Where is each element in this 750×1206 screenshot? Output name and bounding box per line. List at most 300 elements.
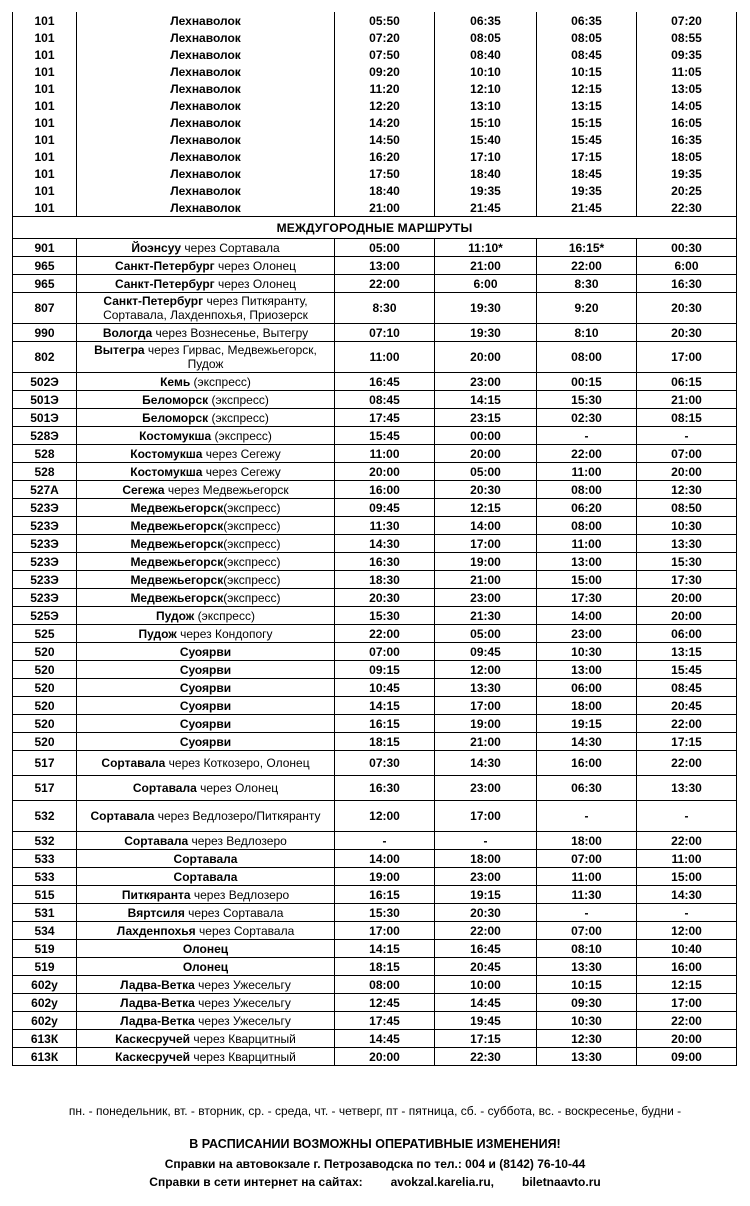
table-row [13,63,737,80]
time-t2: 20:00 [435,342,537,373]
time-t2: 13:30 [435,679,537,697]
time-t1: 11:20 [335,80,435,97]
time-t3: 11:00 [537,463,637,481]
route-number: 527А [13,481,77,499]
time-t3: 12:15 [537,80,637,97]
time-t1: 05:50 [335,12,435,29]
table-row [13,904,737,922]
time-t3: 13:00 [537,661,637,679]
route-destination [77,625,335,643]
route-destination [77,499,335,517]
time-t4: 20:30 [637,324,737,342]
destination-city: Суоярви [179,680,232,695]
route-destination: Лехнаволок [77,114,335,131]
time-t2: 13:10 [435,97,537,114]
route-destination [77,445,335,463]
time-t4: 16:30 [637,275,737,293]
destination-city: Ладва-Ветка [120,977,195,992]
destination-via: через Ведлозеро [188,833,287,848]
route-number: 531 [13,904,77,922]
destination-via: через Ужесельгу [194,977,291,992]
table-row [13,625,737,643]
time-t1: 14:15 [335,697,435,715]
time-t1: 16:15 [335,715,435,733]
time-t3: 23:00 [537,625,637,643]
time-t3: 19:15 [537,715,637,733]
time-t2: 10:00 [435,976,537,994]
time-t2: 23:00 [435,373,537,391]
time-t1: 15:30 [335,904,435,922]
web-label: Справки в сети интернет на сайтах: [149,1175,363,1189]
time-t4: 22:00 [637,715,737,733]
time-t2: 20:30 [435,481,537,499]
route-destination [77,1012,335,1030]
time-t4: 20:30 [637,293,737,324]
table-row [13,553,737,571]
destination-via: через Сортавала [195,923,295,938]
time-t3: - [537,801,637,832]
time-t2: 10:10 [435,63,537,80]
route-destination [77,409,335,427]
time-t1: 16:30 [335,776,435,801]
time-t3: 17:15 [537,148,637,165]
route-destination [77,832,335,850]
destination-city: Вологда [102,325,153,340]
table-row [13,679,737,697]
destination-via: через Коткозеро, Олонец [165,756,310,770]
destination-via: через Сегежу [202,446,281,461]
route-number: 528Э [13,427,77,445]
destination-city: Суоярви [179,698,232,713]
time-t4: 22:30 [637,199,737,217]
time-t4: 17:15 [637,733,737,751]
route-number: 501Э [13,409,77,427]
time-t1: 22:00 [335,275,435,293]
time-t2: - [435,832,537,850]
time-t1: 11:00 [335,342,435,373]
site-link-avokzal[interactable]: avokzal.karelia.ru, [390,1175,495,1189]
time-t4: 09:35 [637,46,737,63]
route-number: 101 [13,131,77,148]
table-row [13,463,737,481]
schedule-sheet [12,12,736,1066]
route-destination [77,643,335,661]
route-destination: Лехнаволок [77,29,335,46]
time-t3: 08:05 [537,29,637,46]
time-t4: 06:15 [637,373,737,391]
table-row [13,293,737,324]
time-t3: 22:00 [537,257,637,275]
time-t3: 15:00 [537,571,637,589]
time-t2: 17:00 [435,535,537,553]
table-row [13,801,737,832]
destination-via: через Сортавала [181,240,280,255]
time-t2: 19:30 [435,293,537,324]
route-number: 101 [13,148,77,165]
route-number: 523Э [13,535,77,553]
time-t2: 12:10 [435,80,537,97]
table-row [13,994,737,1012]
time-t4: 16:35 [637,131,737,148]
route-number: 533 [13,850,77,868]
time-t4: 19:35 [637,165,737,182]
route-destination [77,751,335,776]
time-t1: 09:15 [335,661,435,679]
time-t3: 17:30 [537,589,637,607]
table-row [13,1012,737,1030]
table-row [13,12,737,29]
time-t1: 16:30 [335,553,435,571]
table-row [13,643,737,661]
destination-via: (экспресс) [223,500,281,515]
section-title: МЕЖДУГОРОДНЫЕ МАРШРУТЫ [13,217,737,239]
section-header-row [13,217,737,239]
table-row [13,607,737,625]
time-t2: 12:15 [435,499,537,517]
destination-city: Ладва-Ветка [120,1013,195,1028]
time-t1: 16:20 [335,148,435,165]
destination-via: (экспресс) [223,536,281,551]
route-destination: Лехнаволок [77,80,335,97]
time-t3: 21:45 [537,199,637,217]
time-t1: 16:15 [335,886,435,904]
time-t3: 14:00 [537,607,637,625]
time-t4: 07:00 [637,445,737,463]
table-row [13,976,737,994]
time-t2: 16:45 [435,940,537,958]
route-number: 523Э [13,517,77,535]
route-destination [77,733,335,751]
time-t2: 19:00 [435,715,537,733]
time-t1: 21:00 [335,199,435,217]
destination-city: Костомукша [130,446,203,461]
table-row [13,199,737,217]
table-row [13,940,737,958]
destination-city: Беломорск [142,410,209,425]
table-row [13,517,737,535]
destination-city: Медвежьегорск [130,590,224,605]
route-number: 517 [13,751,77,776]
time-t2: 20:00 [435,445,537,463]
time-t3: 09:30 [537,994,637,1012]
route-number: 528 [13,463,77,481]
route-destination [77,517,335,535]
route-destination [77,715,335,733]
time-t2: 19:35 [435,182,537,199]
time-t3: 00:15 [537,373,637,391]
route-number: 101 [13,29,77,46]
time-t2: 15:10 [435,114,537,131]
route-number: 602у [13,1012,77,1030]
time-t3: 11:00 [537,535,637,553]
time-t3: 15:45 [537,131,637,148]
destination-city: Суоярви [179,644,232,659]
time-t4: 08:45 [637,679,737,697]
time-t2: 14:30 [435,751,537,776]
time-t4: 15:00 [637,868,737,886]
time-t2: 14:00 [435,517,537,535]
destination-city: Беломорск [142,392,209,407]
route-number: 965 [13,275,77,293]
time-t2: 18:40 [435,165,537,182]
route-destination [77,850,335,868]
time-t1: 14:20 [335,114,435,131]
table-row [13,868,737,886]
route-destination: Лехнаволок [77,46,335,63]
time-t2: 22:00 [435,922,537,940]
route-destination: Лехнаволок [77,63,335,80]
destination-city: Сортавала [90,809,155,823]
time-t2: 09:45 [435,643,537,661]
time-t4: 08:15 [637,409,737,427]
route-destination [77,904,335,922]
days-legend: пн. - понедельник, вт. - вторник, ср. - среда, чт. - четверг, пт - пятница, сб. - суббота, вс. - воскресенье, будни - [68,1104,682,1118]
time-t2: 19:45 [435,1012,537,1030]
time-t3: 15:30 [537,391,637,409]
time-t2: 23:00 [435,868,537,886]
route-destination [77,976,335,994]
route-destination [77,257,335,275]
time-t1: 07:00 [335,643,435,661]
destination-city: Питкяранта [121,887,191,902]
table-row [13,499,737,517]
table-row [13,131,737,148]
time-t3: 02:30 [537,409,637,427]
route-number: 990 [13,324,77,342]
time-t4: 14:05 [637,97,737,114]
time-t3: 10:30 [537,643,637,661]
route-number: 520 [13,697,77,715]
time-t3: 8:30 [537,275,637,293]
schedule-table [12,12,737,1066]
time-t1: 14:00 [335,850,435,868]
time-t4: 22:00 [637,1012,737,1030]
destination-via: через Олонец [214,258,297,273]
route-destination [77,940,335,958]
time-t2: 08:40 [435,46,537,63]
route-number: 101 [13,114,77,131]
route-destination [77,571,335,589]
time-t1: 17:45 [335,1012,435,1030]
time-t2: 20:45 [435,958,537,976]
route-number: 101 [13,12,77,29]
time-t1: 12:20 [335,97,435,114]
time-t4: 20:00 [637,589,737,607]
destination-via: через Гирвас, Медвежьегорск, Пудож [144,343,317,371]
route-destination [77,679,335,697]
route-number: 807 [13,293,77,324]
table-row [13,850,737,868]
destination-city: Вытегра [94,343,145,357]
time-t3: 07:00 [537,922,637,940]
web-info [0,1175,750,1189]
table-row [13,697,737,715]
destination-via: через Медвежьегорск [164,482,289,497]
time-t3: 13:00 [537,553,637,571]
time-t2: 14:15 [435,391,537,409]
time-t3: 13:30 [537,958,637,976]
destination-via: (экспресс) [223,554,281,569]
route-number: 101 [13,63,77,80]
time-t2: 19:30 [435,324,537,342]
route-destination [77,481,335,499]
time-t4: 12:15 [637,976,737,994]
time-t3: 10:30 [537,1012,637,1030]
route-destination: Лехнаволок [77,148,335,165]
destination-city: Санкт-Петербург [114,276,215,291]
destination-via: через Кондопогу [176,626,273,641]
time-t1: 16:45 [335,373,435,391]
time-t3: 16:00 [537,751,637,776]
table-row [13,165,737,182]
time-t4: - [637,904,737,922]
destination-via: (экспресс) [190,374,251,389]
route-number: 523Э [13,553,77,571]
time-t4: 13:30 [637,535,737,553]
time-t4: 13:30 [637,776,737,801]
time-t1: 07:30 [335,751,435,776]
table-row [13,391,737,409]
destination-city: Каскесручей [115,1049,191,1064]
time-t1: 07:50 [335,46,435,63]
route-destination [77,801,335,832]
time-t3: 16:15* [537,239,637,257]
time-t2: 21:00 [435,571,537,589]
time-t3: 08:10 [537,940,637,958]
time-t4: 15:30 [637,553,737,571]
time-t4: 08:50 [637,499,737,517]
route-number: 523Э [13,499,77,517]
route-number: 501Э [13,391,77,409]
destination-via: (экспресс) [223,572,281,587]
route-destination [77,275,335,293]
route-destination [77,589,335,607]
destination-city: Ладва-Ветка [120,995,195,1010]
route-number: 517 [13,776,77,801]
route-destination [77,922,335,940]
time-t4: 17:00 [637,342,737,373]
table-row [13,922,737,940]
destination-via: (экспресс) [211,428,272,443]
time-t3: - [537,904,637,922]
table-row [13,114,737,131]
route-destination [77,607,335,625]
table-row [13,733,737,751]
time-t1: 16:00 [335,481,435,499]
time-t1: 18:15 [335,958,435,976]
time-t1: 05:00 [335,239,435,257]
time-t4: 09:00 [637,1048,737,1066]
table-row [13,239,737,257]
table-row [13,715,737,733]
time-t2: 21:30 [435,607,537,625]
time-t4: 07:20 [637,12,737,29]
route-number: 101 [13,97,77,114]
time-t1: 17:00 [335,922,435,940]
time-t3: 06:00 [537,679,637,697]
time-t2: 00:00 [435,427,537,445]
route-number: 525Э [13,607,77,625]
time-t1: - [335,832,435,850]
route-number: 101 [13,199,77,217]
time-t1: 14:50 [335,131,435,148]
time-t3: 22:00 [537,445,637,463]
time-t1: 17:45 [335,409,435,427]
time-t1: 11:00 [335,445,435,463]
route-number: 519 [13,958,77,976]
time-t4: - [637,427,737,445]
time-t2: 19:00 [435,553,537,571]
time-t4: 15:45 [637,661,737,679]
time-t3: 13:30 [537,1048,637,1066]
route-number: 515 [13,886,77,904]
time-t4: 22:00 [637,832,737,850]
site-link-biletnaavto[interactable]: biletnaavto.ru [522,1175,601,1189]
destination-via: через Олонец [214,276,297,291]
route-destination [77,553,335,571]
route-destination [77,661,335,679]
destination-city: Лахденпохья [116,923,196,938]
route-number: 101 [13,182,77,199]
time-t1: 09:20 [335,63,435,80]
table-row [13,373,737,391]
time-t1: 08:00 [335,976,435,994]
table-row [13,958,737,976]
time-t2: 18:00 [435,850,537,868]
route-destination [77,958,335,976]
table-row [13,535,737,553]
time-t2: 11:10* [435,239,537,257]
destination-city: Сортавала [101,756,166,770]
time-t2: 19:15 [435,886,537,904]
time-t3: 08:00 [537,481,637,499]
route-number: 532 [13,801,77,832]
destination-via: (экспресс) [194,608,255,623]
destination-via: через Вознесенье, Вытегру [152,325,309,340]
destination-via: через Сортавала [184,905,284,920]
time-t1: 12:45 [335,994,435,1012]
route-destination: Лехнаволок [77,182,335,199]
table-row [13,1048,737,1066]
table-row [13,886,737,904]
destination-via: (экспресс) [208,392,269,407]
table-row [13,661,737,679]
route-number: 101 [13,46,77,63]
time-t2: 17:15 [435,1030,537,1048]
time-t2: 14:45 [435,994,537,1012]
destination-via: через Сегежу [202,464,281,479]
time-t1: 10:45 [335,679,435,697]
time-t3: 18:00 [537,697,637,715]
route-number: 533 [13,868,77,886]
time-t1: 11:30 [335,517,435,535]
table-row [13,29,737,46]
route-destination [77,886,335,904]
table-row [13,97,737,114]
time-t2: 23:00 [435,589,537,607]
time-t1: 19:00 [335,868,435,886]
table-row [13,751,737,776]
destination-via: через Ведлозеро/Питкяранту [154,809,321,823]
route-number: 519 [13,940,77,958]
phone-info: Справки на автовокзале г. Петрозаводска по тел.: 004 и (8142) 76-10-44 [164,1157,586,1171]
time-t4: 11:05 [637,63,737,80]
time-t2: 05:00 [435,463,537,481]
route-number: 602у [13,976,77,994]
destination-city: Медвежьегорск [130,572,224,587]
route-number: 965 [13,257,77,275]
route-number: 520 [13,643,77,661]
